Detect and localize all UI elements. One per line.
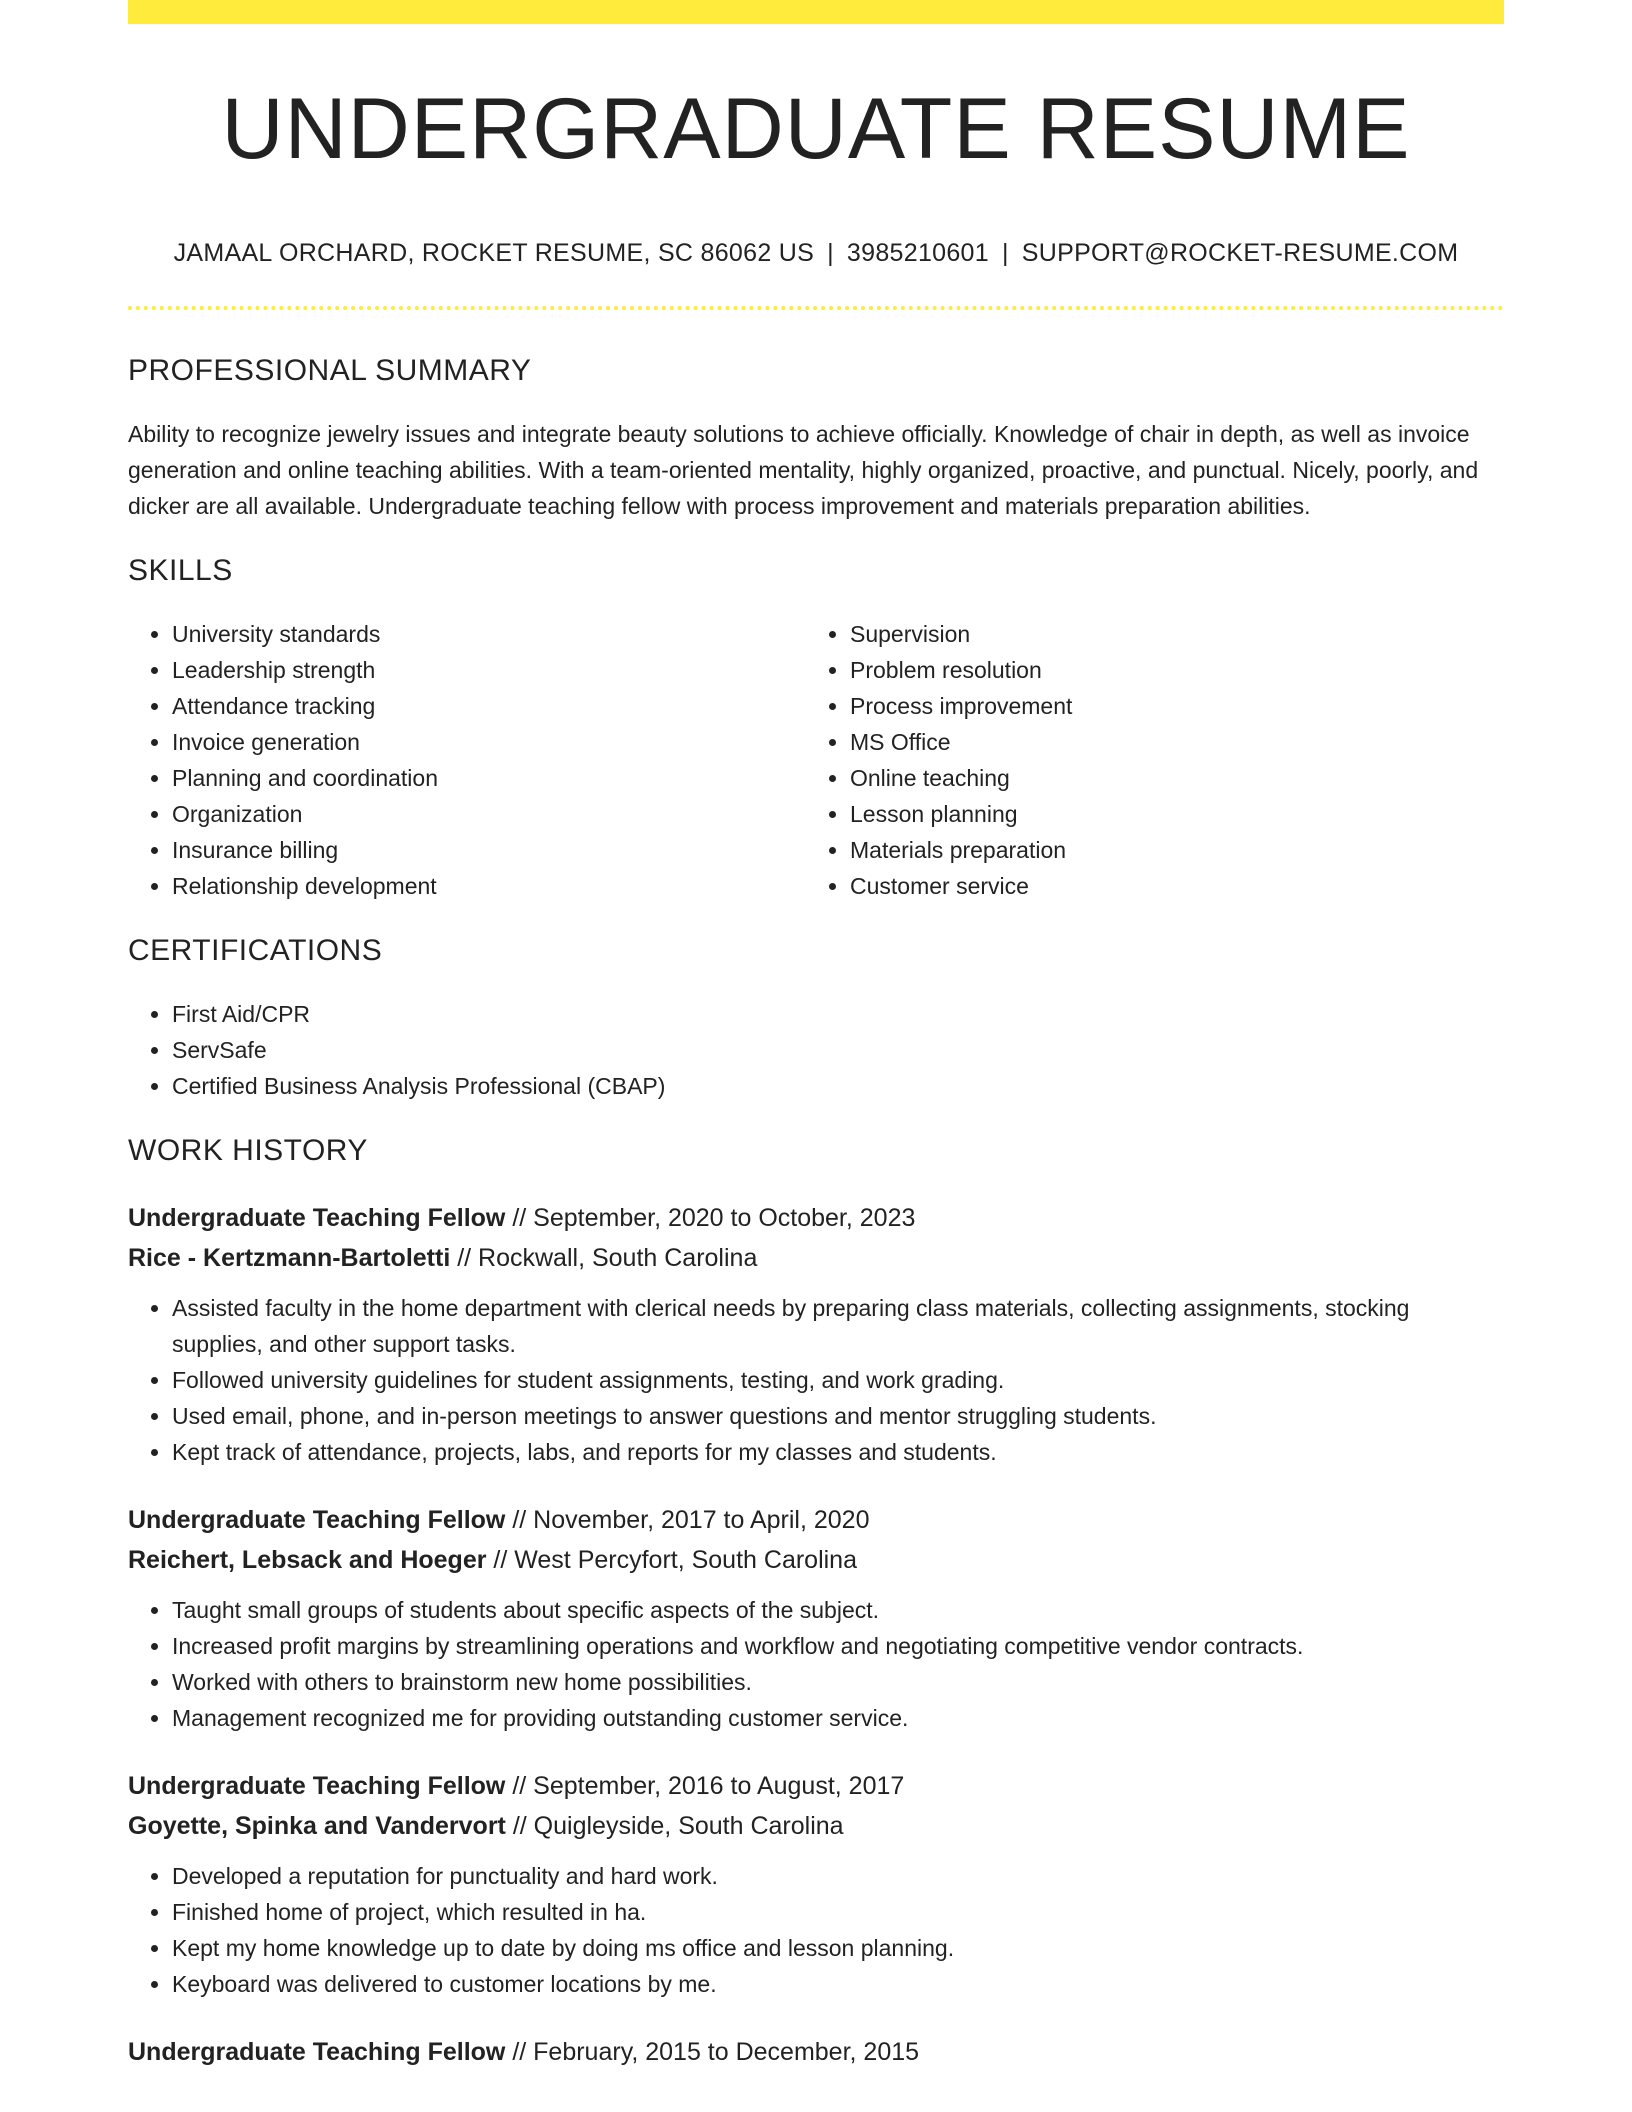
skill-item: • Lesson planning — [850, 796, 1484, 832]
skill-item: • Process improvement — [850, 688, 1484, 724]
resume-title: UNDERGRADUATE RESUME — [221, 81, 1411, 177]
job-bullet: • Kept track of attendance, projects, labs, and reports for my classes and students. — [172, 1434, 1504, 1470]
job-bullets — [128, 1290, 1504, 1470]
job-dates: // November, 2017 to April, 2020 — [505, 1505, 870, 1534]
contact-email: SUPPORT@ROCKET-RESUME.COM — [1021, 238, 1459, 267]
skill-item: • Online teaching — [850, 760, 1484, 796]
job-title: Undergraduate Teaching Fellow — [128, 2037, 506, 2066]
job-dates: // September, 2016 to August, 2017 — [505, 1771, 905, 1800]
job-entry — [128, 1198, 1504, 1470]
skill-item: • Materials preparation — [850, 832, 1484, 868]
job-title-line — [128, 2032, 1504, 2072]
skill-item: • Customer service — [850, 868, 1484, 904]
skill-item: • Attendance tracking — [172, 688, 806, 724]
skill-item: • Invoice generation — [172, 724, 806, 760]
resume-page — [128, 0, 1504, 2072]
job-bullet: • Kept my home knowledge up to date by doing ms office and lesson planning. — [172, 1930, 1504, 1966]
job-bullet: • Increased profit margins by streamlining operations and workflow and negotiating competitive vendor contracts. — [172, 1628, 1504, 1664]
summary-text: Ability to recognize jewelry issues and integrate beauty solutions to achieve officially. Knowledge of chair in depth, as well as invoice generation and online teaching abilities. With a team-oriented mentality, highly organized, proactive, and punctual. Nicely, poorly, and dicker are all available. Undergraduate teaching fellow with process improvement and materials preparation abilities. — [128, 420, 1479, 519]
job-bullet: • Developed a reputation for punctuality and hard work. — [172, 1858, 1504, 1894]
skill-item: • Leadership strength — [172, 652, 806, 688]
work-history-heading: WORK HISTORY — [128, 1133, 368, 1167]
job-bullet: • Used email, phone, and in-person meetings to answer questions and mentor struggling students. — [172, 1398, 1504, 1434]
dotted-divider — [128, 306, 1504, 310]
skill-item: • Organization — [172, 796, 806, 832]
job-bullet: • Taught small groups of students about specific aspects of the subject. — [172, 1592, 1504, 1628]
certifications-list — [128, 996, 1504, 1104]
job-dates: // February, 2015 to December, 2015 — [505, 2037, 920, 2066]
summary-heading: PROFESSIONAL SUMMARY — [128, 353, 532, 387]
contact-separator: | — [827, 238, 834, 267]
top-accent-bar — [128, 0, 1504, 24]
contact-separator: | — [1001, 238, 1009, 267]
skills-list-left — [128, 616, 806, 904]
skill-item: • Insurance billing — [172, 832, 806, 868]
job-location: // West Percyfort, South Carolina — [486, 1545, 857, 1574]
certification-item: • Certified Business Analysis Professional (CBAP) — [172, 1068, 1504, 1104]
job-employer-line — [128, 1806, 1504, 1846]
skill-item: • MS Office — [850, 724, 1484, 760]
job-bullet: • Keyboard was delivered to customer locations by me. — [172, 1966, 1504, 2002]
job-dates: // September, 2020 to October, 2023 — [505, 1203, 916, 1232]
skill-item: • Relationship development — [172, 868, 806, 904]
job-bullet: • Assisted faculty in the home department with clerical needs by preparing class materials, collecting assignments, stocking supplies, and other support tasks. — [172, 1290, 1504, 1362]
skills-column-left — [128, 616, 806, 904]
job-title-line — [128, 1198, 1504, 1238]
job-title-line — [128, 1500, 1504, 1540]
certifications-heading: CERTIFICATIONS — [128, 933, 383, 967]
contact-phone: 3985210601 — [846, 238, 989, 267]
job-title-line — [128, 1766, 1504, 1806]
job-bullet: • Worked with others to brainstorm new home possibilities. — [172, 1664, 1504, 1700]
job-employer: Reichert, Lebsack and Hoeger — [128, 1545, 487, 1574]
skills-grid — [128, 616, 1504, 904]
certification-item: • ServSafe — [172, 1032, 1504, 1068]
job-title: Undergraduate Teaching Fellow — [128, 1203, 506, 1232]
job-entry — [128, 2032, 1504, 2072]
job-entry — [128, 1500, 1504, 1736]
skill-item: • Supervision — [850, 616, 1484, 652]
job-bullet: • Finished home of project, which resulted in ha. — [172, 1894, 1504, 1930]
job-title: Undergraduate Teaching Fellow — [128, 1505, 506, 1534]
job-bullets — [128, 1592, 1504, 1736]
skills-list-right — [806, 616, 1484, 904]
job-bullets — [128, 1858, 1504, 2002]
skills-column-right — [806, 616, 1484, 904]
job-employer: Rice - Kertzmann-Bartoletti — [128, 1243, 451, 1272]
skill-item: • Planning and coordination — [172, 760, 806, 796]
skills-heading: SKILLS — [128, 553, 233, 587]
job-employer-line — [128, 1540, 1504, 1580]
skill-item: • University standards — [172, 616, 806, 652]
contact-address: JAMAAL ORCHARD, ROCKET RESUME, SC 86062 US — [173, 238, 815, 267]
job-location: // Quigleyside, South Carolina — [505, 1811, 844, 1840]
job-bullet: • Management recognized me for providing outstanding customer service. — [172, 1700, 1504, 1736]
job-employer: Goyette, Spinka and Vandervort — [128, 1811, 506, 1840]
job-employer-line — [128, 1238, 1504, 1278]
contact-line — [128, 239, 1504, 268]
job-location: // Rockwall, South Carolina — [450, 1243, 758, 1272]
job-entry — [128, 1766, 1504, 2002]
skill-item: • Problem resolution — [850, 652, 1484, 688]
certification-item: • First Aid/CPR — [172, 996, 1504, 1032]
job-bullet: • Followed university guidelines for student assignments, testing, and work grading. — [172, 1362, 1504, 1398]
job-title: Undergraduate Teaching Fellow — [128, 1771, 506, 1800]
